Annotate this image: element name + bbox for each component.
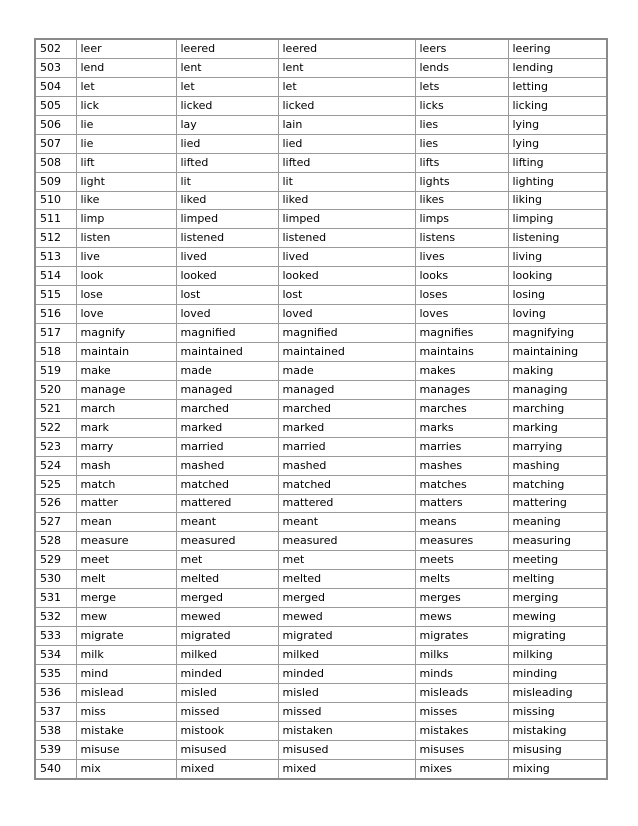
past-simple-cell: lay xyxy=(176,115,278,134)
third-person-cell: manages xyxy=(415,380,508,399)
base-form-cell: mind xyxy=(76,664,176,683)
third-person-cell: lies xyxy=(415,134,508,153)
third-person-cell: leers xyxy=(415,39,508,58)
third-person-cell: lives xyxy=(415,248,508,267)
third-person-cell: lights xyxy=(415,172,508,191)
present-participle-cell: managing xyxy=(508,380,607,399)
past-simple-cell: merged xyxy=(176,589,278,608)
past-simple-cell: lived xyxy=(176,248,278,267)
past-simple-cell: melted xyxy=(176,570,278,589)
base-form-cell: marry xyxy=(76,437,176,456)
third-person-cell: lifts xyxy=(415,153,508,172)
present-participle-cell: meaning xyxy=(508,513,607,532)
third-person-cell: misses xyxy=(415,702,508,721)
base-form-cell: migrate xyxy=(76,627,176,646)
verb-forms-table-body xyxy=(35,39,607,779)
past-participle-cell: made xyxy=(278,361,415,380)
base-form-cell: live xyxy=(76,248,176,267)
row-number-cell: 525 xyxy=(35,475,76,494)
table-row xyxy=(35,418,607,437)
third-person-cell: migrates xyxy=(415,627,508,646)
table-row xyxy=(35,532,607,551)
past-participle-cell: mashed xyxy=(278,456,415,475)
third-person-cell: limps xyxy=(415,210,508,229)
table-row xyxy=(35,305,607,324)
row-number-cell: 507 xyxy=(35,134,76,153)
third-person-cell: listens xyxy=(415,229,508,248)
past-participle-cell: marched xyxy=(278,399,415,418)
past-participle-cell: listened xyxy=(278,229,415,248)
third-person-cell: melts xyxy=(415,570,508,589)
past-participle-cell: lied xyxy=(278,134,415,153)
third-person-cell: matters xyxy=(415,494,508,513)
past-participle-cell: maintained xyxy=(278,343,415,362)
table-row xyxy=(35,343,607,362)
third-person-cell: meets xyxy=(415,551,508,570)
third-person-cell: mews xyxy=(415,608,508,627)
past-participle-cell: measured xyxy=(278,532,415,551)
present-participle-cell: lying xyxy=(508,115,607,134)
past-simple-cell: mistook xyxy=(176,721,278,740)
base-form-cell: maintain xyxy=(76,343,176,362)
past-simple-cell: managed xyxy=(176,380,278,399)
past-simple-cell: listened xyxy=(176,229,278,248)
present-participle-cell: mixing xyxy=(508,759,607,778)
row-number-cell: 508 xyxy=(35,153,76,172)
present-participle-cell: liking xyxy=(508,191,607,210)
past-simple-cell: lent xyxy=(176,58,278,77)
past-participle-cell: mistaken xyxy=(278,721,415,740)
present-participle-cell: licking xyxy=(508,96,607,115)
table-row xyxy=(35,664,607,683)
third-person-cell: matches xyxy=(415,475,508,494)
past-participle-cell: misled xyxy=(278,683,415,702)
row-number-cell: 540 xyxy=(35,759,76,778)
third-person-cell: misleads xyxy=(415,683,508,702)
past-participle-cell: lifted xyxy=(278,153,415,172)
past-participle-cell: limped xyxy=(278,210,415,229)
table-row xyxy=(35,153,607,172)
present-participle-cell: mashing xyxy=(508,456,607,475)
present-participle-cell: lending xyxy=(508,58,607,77)
past-participle-cell: married xyxy=(278,437,415,456)
row-number-cell: 519 xyxy=(35,361,76,380)
row-number-cell: 512 xyxy=(35,229,76,248)
present-participle-cell: migrating xyxy=(508,627,607,646)
past-simple-cell: lost xyxy=(176,286,278,305)
table-row xyxy=(35,39,607,58)
third-person-cell: mashes xyxy=(415,456,508,475)
table-row xyxy=(35,210,607,229)
row-number-cell: 515 xyxy=(35,286,76,305)
past-simple-cell: marked xyxy=(176,418,278,437)
table-row xyxy=(35,229,607,248)
base-form-cell: limp xyxy=(76,210,176,229)
row-number-cell: 506 xyxy=(35,115,76,134)
base-form-cell: leer xyxy=(76,39,176,58)
past-participle-cell: let xyxy=(278,77,415,96)
base-form-cell: mix xyxy=(76,759,176,778)
base-form-cell: manage xyxy=(76,380,176,399)
past-participle-cell: migrated xyxy=(278,627,415,646)
row-number-cell: 505 xyxy=(35,96,76,115)
base-form-cell: magnify xyxy=(76,324,176,343)
base-form-cell: make xyxy=(76,361,176,380)
third-person-cell: likes xyxy=(415,191,508,210)
base-form-cell: mark xyxy=(76,418,176,437)
past-participle-cell: managed xyxy=(278,380,415,399)
third-person-cell: magnifies xyxy=(415,324,508,343)
present-participle-cell: mewing xyxy=(508,608,607,627)
table-row xyxy=(35,494,607,513)
base-form-cell: meet xyxy=(76,551,176,570)
past-simple-cell: missed xyxy=(176,702,278,721)
past-participle-cell: loved xyxy=(278,305,415,324)
table-row xyxy=(35,702,607,721)
table-row xyxy=(35,267,607,286)
row-number-cell: 532 xyxy=(35,608,76,627)
present-participle-cell: losing xyxy=(508,286,607,305)
present-participle-cell: lying xyxy=(508,134,607,153)
past-simple-cell: licked xyxy=(176,96,278,115)
row-number-cell: 537 xyxy=(35,702,76,721)
past-simple-cell: misused xyxy=(176,740,278,759)
third-person-cell: loves xyxy=(415,305,508,324)
past-simple-cell: let xyxy=(176,77,278,96)
third-person-cell: licks xyxy=(415,96,508,115)
table-row xyxy=(35,740,607,759)
verb-forms-table xyxy=(34,38,608,780)
base-form-cell: mean xyxy=(76,513,176,532)
past-participle-cell: melted xyxy=(278,570,415,589)
base-form-cell: mash xyxy=(76,456,176,475)
row-number-cell: 503 xyxy=(35,58,76,77)
present-participle-cell: maintaining xyxy=(508,343,607,362)
present-participle-cell: mattering xyxy=(508,494,607,513)
present-participle-cell: measuring xyxy=(508,532,607,551)
third-person-cell: minds xyxy=(415,664,508,683)
past-participle-cell: mattered xyxy=(278,494,415,513)
past-participle-cell: misused xyxy=(278,740,415,759)
past-participle-cell: met xyxy=(278,551,415,570)
past-simple-cell: meant xyxy=(176,513,278,532)
past-simple-cell: made xyxy=(176,361,278,380)
base-form-cell: let xyxy=(76,77,176,96)
present-participle-cell: letting xyxy=(508,77,607,96)
past-participle-cell: lost xyxy=(278,286,415,305)
present-participle-cell: milking xyxy=(508,646,607,665)
base-form-cell: miss xyxy=(76,702,176,721)
third-person-cell: means xyxy=(415,513,508,532)
table-row xyxy=(35,77,607,96)
row-number-cell: 504 xyxy=(35,77,76,96)
third-person-cell: makes xyxy=(415,361,508,380)
past-participle-cell: milked xyxy=(278,646,415,665)
row-number-cell: 526 xyxy=(35,494,76,513)
row-number-cell: 516 xyxy=(35,305,76,324)
table-row xyxy=(35,248,607,267)
row-number-cell: 517 xyxy=(35,324,76,343)
base-form-cell: mew xyxy=(76,608,176,627)
past-simple-cell: loved xyxy=(176,305,278,324)
row-number-cell: 533 xyxy=(35,627,76,646)
past-simple-cell: liked xyxy=(176,191,278,210)
row-number-cell: 514 xyxy=(35,267,76,286)
present-participle-cell: melting xyxy=(508,570,607,589)
table-row xyxy=(35,759,607,778)
row-number-cell: 536 xyxy=(35,683,76,702)
base-form-cell: lie xyxy=(76,115,176,134)
table-row xyxy=(35,134,607,153)
third-person-cell: marries xyxy=(415,437,508,456)
table-row xyxy=(35,380,607,399)
base-form-cell: milk xyxy=(76,646,176,665)
past-participle-cell: looked xyxy=(278,267,415,286)
present-participle-cell: misusing xyxy=(508,740,607,759)
present-participle-cell: marking xyxy=(508,418,607,437)
table-row xyxy=(35,456,607,475)
base-form-cell: measure xyxy=(76,532,176,551)
third-person-cell: mistakes xyxy=(415,721,508,740)
table-row xyxy=(35,646,607,665)
past-simple-cell: matched xyxy=(176,475,278,494)
past-simple-cell: migrated xyxy=(176,627,278,646)
past-participle-cell: leered xyxy=(278,39,415,58)
base-form-cell: misuse xyxy=(76,740,176,759)
present-participle-cell: marrying xyxy=(508,437,607,456)
table-row xyxy=(35,286,607,305)
past-participle-cell: lain xyxy=(278,115,415,134)
table-row xyxy=(35,551,607,570)
past-participle-cell: magnified xyxy=(278,324,415,343)
row-number-cell: 529 xyxy=(35,551,76,570)
table-row xyxy=(35,721,607,740)
row-number-cell: 521 xyxy=(35,399,76,418)
present-participle-cell: magnifying xyxy=(508,324,607,343)
past-simple-cell: mattered xyxy=(176,494,278,513)
third-person-cell: mixes xyxy=(415,759,508,778)
row-number-cell: 509 xyxy=(35,172,76,191)
present-participle-cell: lighting xyxy=(508,172,607,191)
present-participle-cell: misleading xyxy=(508,683,607,702)
third-person-cell: loses xyxy=(415,286,508,305)
row-number-cell: 522 xyxy=(35,418,76,437)
past-participle-cell: marked xyxy=(278,418,415,437)
base-form-cell: look xyxy=(76,267,176,286)
past-simple-cell: milked xyxy=(176,646,278,665)
table-row xyxy=(35,115,607,134)
table-row xyxy=(35,608,607,627)
base-form-cell: light xyxy=(76,172,176,191)
row-number-cell: 520 xyxy=(35,380,76,399)
base-form-cell: lick xyxy=(76,96,176,115)
table-row xyxy=(35,96,607,115)
present-participle-cell: lifting xyxy=(508,153,607,172)
past-simple-cell: maintained xyxy=(176,343,278,362)
past-participle-cell: matched xyxy=(278,475,415,494)
row-number-cell: 502 xyxy=(35,39,76,58)
table-row xyxy=(35,475,607,494)
present-participle-cell: mistaking xyxy=(508,721,607,740)
past-participle-cell: mewed xyxy=(278,608,415,627)
present-participle-cell: living xyxy=(508,248,607,267)
base-form-cell: lift xyxy=(76,153,176,172)
past-participle-cell: lent xyxy=(278,58,415,77)
past-simple-cell: measured xyxy=(176,532,278,551)
present-participle-cell: marching xyxy=(508,399,607,418)
past-participle-cell: mixed xyxy=(278,759,415,778)
row-number-cell: 513 xyxy=(35,248,76,267)
past-simple-cell: married xyxy=(176,437,278,456)
present-participle-cell: leering xyxy=(508,39,607,58)
base-form-cell: lend xyxy=(76,58,176,77)
base-form-cell: love xyxy=(76,305,176,324)
table-row xyxy=(35,627,607,646)
past-participle-cell: lived xyxy=(278,248,415,267)
past-simple-cell: mashed xyxy=(176,456,278,475)
table-row xyxy=(35,172,607,191)
present-participle-cell: merging xyxy=(508,589,607,608)
row-number-cell: 524 xyxy=(35,456,76,475)
base-form-cell: matter xyxy=(76,494,176,513)
present-participle-cell: minding xyxy=(508,664,607,683)
third-person-cell: lends xyxy=(415,58,508,77)
past-participle-cell: liked xyxy=(278,191,415,210)
third-person-cell: misuses xyxy=(415,740,508,759)
past-participle-cell: lit xyxy=(278,172,415,191)
row-number-cell: 538 xyxy=(35,721,76,740)
present-participle-cell: making xyxy=(508,361,607,380)
row-number-cell: 511 xyxy=(35,210,76,229)
third-person-cell: measures xyxy=(415,532,508,551)
table-row xyxy=(35,437,607,456)
table-row xyxy=(35,683,607,702)
present-participle-cell: matching xyxy=(508,475,607,494)
past-participle-cell: missed xyxy=(278,702,415,721)
past-simple-cell: mewed xyxy=(176,608,278,627)
third-person-cell: marks xyxy=(415,418,508,437)
past-simple-cell: marched xyxy=(176,399,278,418)
base-form-cell: march xyxy=(76,399,176,418)
third-person-cell: looks xyxy=(415,267,508,286)
base-form-cell: match xyxy=(76,475,176,494)
present-participle-cell: loving xyxy=(508,305,607,324)
row-number-cell: 527 xyxy=(35,513,76,532)
row-number-cell: 528 xyxy=(35,532,76,551)
table-row xyxy=(35,513,607,532)
table-row xyxy=(35,570,607,589)
base-form-cell: melt xyxy=(76,570,176,589)
past-simple-cell: limped xyxy=(176,210,278,229)
past-simple-cell: met xyxy=(176,551,278,570)
row-number-cell: 518 xyxy=(35,343,76,362)
row-number-cell: 534 xyxy=(35,646,76,665)
past-participle-cell: licked xyxy=(278,96,415,115)
table-row xyxy=(35,191,607,210)
past-simple-cell: misled xyxy=(176,683,278,702)
base-form-cell: merge xyxy=(76,589,176,608)
third-person-cell: lies xyxy=(415,115,508,134)
base-form-cell: lie xyxy=(76,134,176,153)
third-person-cell: lets xyxy=(415,77,508,96)
third-person-cell: marches xyxy=(415,399,508,418)
present-participle-cell: listening xyxy=(508,229,607,248)
present-participle-cell: limping xyxy=(508,210,607,229)
third-person-cell: maintains xyxy=(415,343,508,362)
past-participle-cell: meant xyxy=(278,513,415,532)
present-participle-cell: missing xyxy=(508,702,607,721)
table-row xyxy=(35,58,607,77)
past-simple-cell: lit xyxy=(176,172,278,191)
past-simple-cell: lied xyxy=(176,134,278,153)
past-simple-cell: minded xyxy=(176,664,278,683)
base-form-cell: mislead xyxy=(76,683,176,702)
row-number-cell: 510 xyxy=(35,191,76,210)
row-number-cell: 535 xyxy=(35,664,76,683)
past-participle-cell: minded xyxy=(278,664,415,683)
past-simple-cell: lifted xyxy=(176,153,278,172)
past-simple-cell: looked xyxy=(176,267,278,286)
third-person-cell: merges xyxy=(415,589,508,608)
row-number-cell: 531 xyxy=(35,589,76,608)
table-row xyxy=(35,361,607,380)
base-form-cell: listen xyxy=(76,229,176,248)
past-simple-cell: magnified xyxy=(176,324,278,343)
table-row xyxy=(35,589,607,608)
present-participle-cell: looking xyxy=(508,267,607,286)
base-form-cell: like xyxy=(76,191,176,210)
past-simple-cell: leered xyxy=(176,39,278,58)
table-row xyxy=(35,399,607,418)
third-person-cell: milks xyxy=(415,646,508,665)
present-participle-cell: meeting xyxy=(508,551,607,570)
table-row xyxy=(35,324,607,343)
row-number-cell: 530 xyxy=(35,570,76,589)
past-simple-cell: mixed xyxy=(176,759,278,778)
base-form-cell: lose xyxy=(76,286,176,305)
row-number-cell: 539 xyxy=(35,740,76,759)
past-participle-cell: merged xyxy=(278,589,415,608)
row-number-cell: 523 xyxy=(35,437,76,456)
base-form-cell: mistake xyxy=(76,721,176,740)
